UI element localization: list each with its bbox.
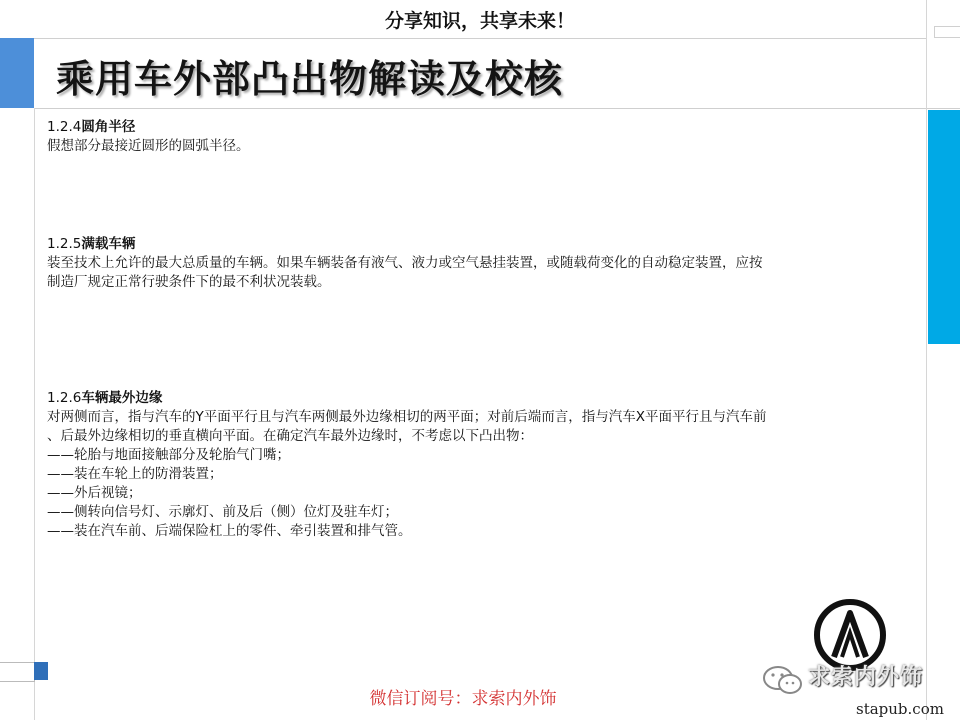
definition-section bbox=[47, 235, 907, 292]
definition-line: 对两侧而言，指与汽车的Y平面平行且与汽车两侧最外边缘相切的两平面；对前后端而言，指与汽车X平面平行且与汽车前 bbox=[47, 409, 767, 425]
left-divider bbox=[34, 108, 35, 720]
exclusion-item: ——装在汽车前、后端保险杠上的零件、牵引装置和排气管。 bbox=[47, 523, 412, 539]
right-divider bbox=[926, 0, 927, 720]
tagline: 分享知识，共享未来！ bbox=[384, 9, 575, 32]
title-row bbox=[34, 38, 960, 109]
exclusion-item: ——外后视镜； bbox=[47, 485, 142, 501]
corner-box-decoration bbox=[934, 26, 960, 38]
watermark-site: stapub.com bbox=[856, 700, 944, 718]
right-accent-bar bbox=[928, 110, 960, 344]
exclusion-item: ——装在车轮上的防滑装置； bbox=[47, 466, 223, 482]
definition-number: 1.2.6 bbox=[47, 390, 82, 406]
definition-line: 装至技术上允许的最大总质量的车辆。如果车辆装备有液气、液力或空气悬挂装置，或随载荷变化的自动稳定装置，应按 bbox=[47, 255, 763, 271]
definition-section bbox=[47, 118, 907, 156]
definition-number: 1.2.4 bbox=[47, 119, 82, 135]
top-banner bbox=[34, 0, 926, 39]
definition-line: 假想部分最接近圆形的圆弧半径。 bbox=[47, 138, 250, 154]
definition-line: 、后最外边缘相切的垂直横向平面。在确定汽车最外边缘时，不考虑以下凸出物： bbox=[47, 428, 533, 444]
definition-heading bbox=[47, 389, 907, 408]
left-accent-bar bbox=[0, 38, 34, 108]
definition-heading bbox=[47, 235, 907, 254]
definition-term: 圆角半径 bbox=[81, 119, 136, 135]
definition-number: 1.2.5 bbox=[47, 236, 82, 252]
definition-heading bbox=[47, 118, 907, 137]
exclusion-item: ——侧转向信号灯、示廓灯、前及后（侧）位灯及驻车灯； bbox=[47, 504, 398, 520]
bottom-left-square bbox=[34, 662, 48, 680]
wechat-subscription-label: 微信订阅号：求索内外饰 bbox=[369, 689, 557, 709]
definition-section bbox=[47, 389, 907, 541]
definition-line: 制造厂规定正常行驶条件下的最不利状况装载。 bbox=[47, 274, 331, 290]
slide-title: 乘用车外部凸出物解读及校核 bbox=[56, 57, 564, 101]
watermark-account-name: 求索内外饰 bbox=[808, 665, 924, 690]
definition-term: 车辆最外边缘 bbox=[81, 390, 163, 406]
definition-term: 满载车辆 bbox=[81, 236, 136, 252]
bottom-left-box bbox=[0, 662, 35, 682]
exclusion-item: ——轮胎与地面接触部分及轮胎气门嘴； bbox=[47, 447, 290, 463]
